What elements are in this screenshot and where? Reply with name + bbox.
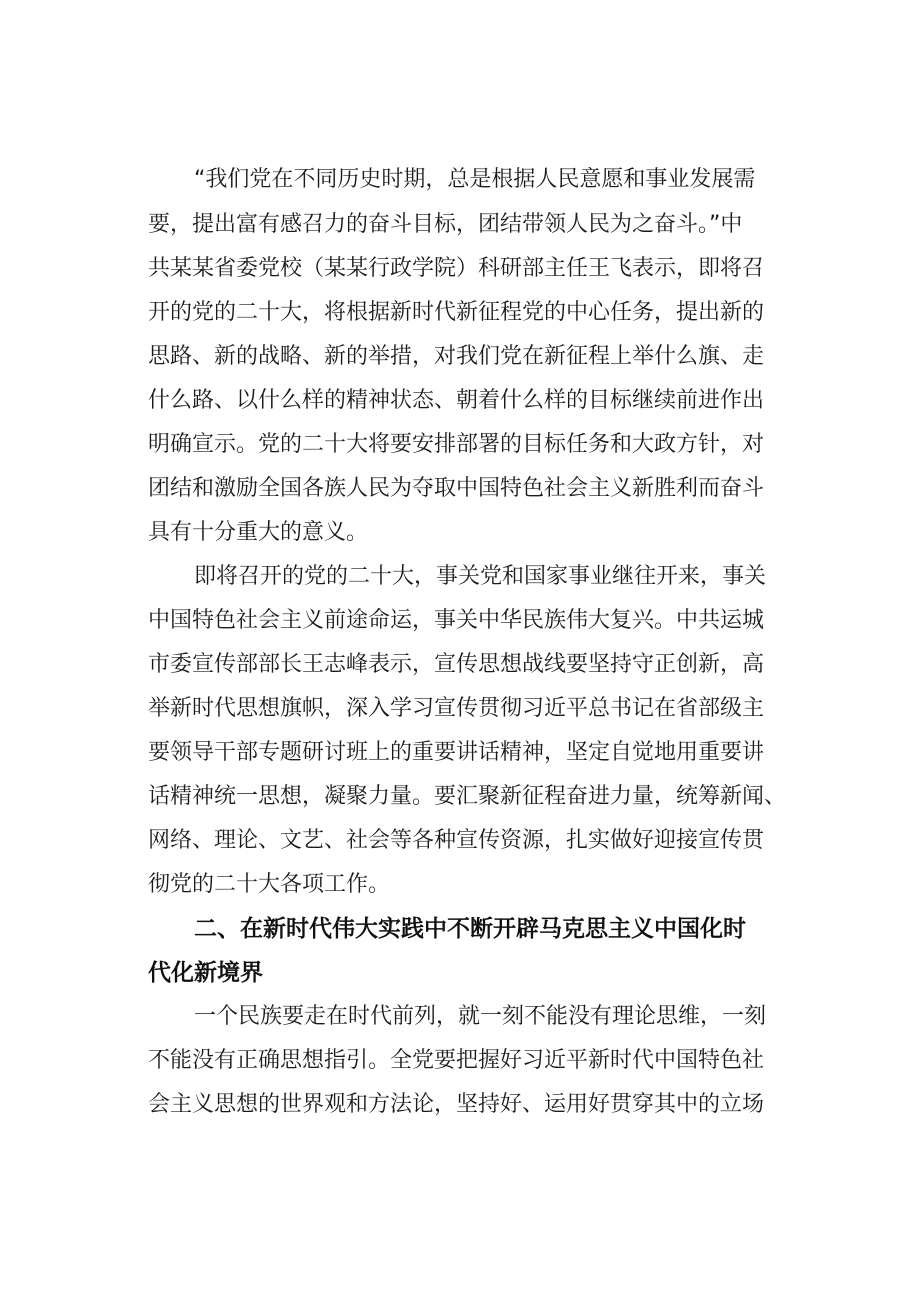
text-line: 团结和激励全国各族人民为夺取中国特色社会主义新胜利而奋斗 [148, 476, 765, 501]
heading-line: 代化新境界 [148, 960, 263, 986]
heading-line: 二、在新时代伟大实践中不断开辟马克思主义中国化时 [194, 916, 746, 942]
text-line: 一个民族要走在时代前列，就一刻不能没有理论思维，一刻 [194, 1004, 767, 1029]
text-line: 要，提出富有感召力的奋斗目标，团结带领人民为之奋斗。”中 [148, 212, 743, 237]
text-line: 会主义思想的世界观和方法论，坚持好、运用好贯穿其中的立场 [148, 1092, 765, 1117]
text-line: “我们党在不同历史时期，总是根据人民意愿和事业发展需 [194, 167, 756, 192]
text-line: 即将召开的党的二十大，事关党和国家事业继往开来，事关 [194, 564, 767, 589]
text-line: 什么路、以什么样的精神状态、朝着什么样的目标继续前进作出 [148, 388, 765, 413]
text-line: 举新时代思想旗帜，深入学习宣传贯彻习近平总书记在省部级主 [148, 696, 765, 721]
text-line: 开的党的二十大，将根据新时代新征程党的中心任务，提出新的 [148, 300, 765, 325]
text-line: 明确宣示。党的二十大将要安排部署的目标任务和大政方针，对 [148, 432, 765, 457]
text-line: 网络、理论、文艺、社会等各种宣传资源，扎实做好迎接宣传贯 [148, 828, 765, 853]
text-line: 思路、新的战略、新的举措，对我们党在新征程上举什么旗、走 [148, 344, 765, 369]
text-line: 话精神统一思想，凝聚力量。要汇聚新征程奋进力量，统筹新闻、 [148, 784, 787, 809]
text-line: 中国特色社会主义前途命运，事关中华民族伟大复兴。中共运城 [148, 608, 765, 633]
text-line: 具有十分重大的意义。 [148, 520, 369, 545]
text-line: 彻党的二十大各项工作。 [148, 872, 391, 897]
text-line: 共某某省委党校（某某行政学院）科研部主任王飞表示，即将召 [148, 256, 765, 281]
text-line: 市委宣传部部长王志峰表示，宣传思想战线要坚持守正创新，高 [148, 652, 765, 677]
text-line: 要领导干部专题研讨班上的重要讲话精神，坚定自觉地用重要讲 [148, 740, 765, 765]
text-line: 不能没有正确思想指引。全党要把握好习近平新时代中国特色社 [148, 1048, 765, 1073]
